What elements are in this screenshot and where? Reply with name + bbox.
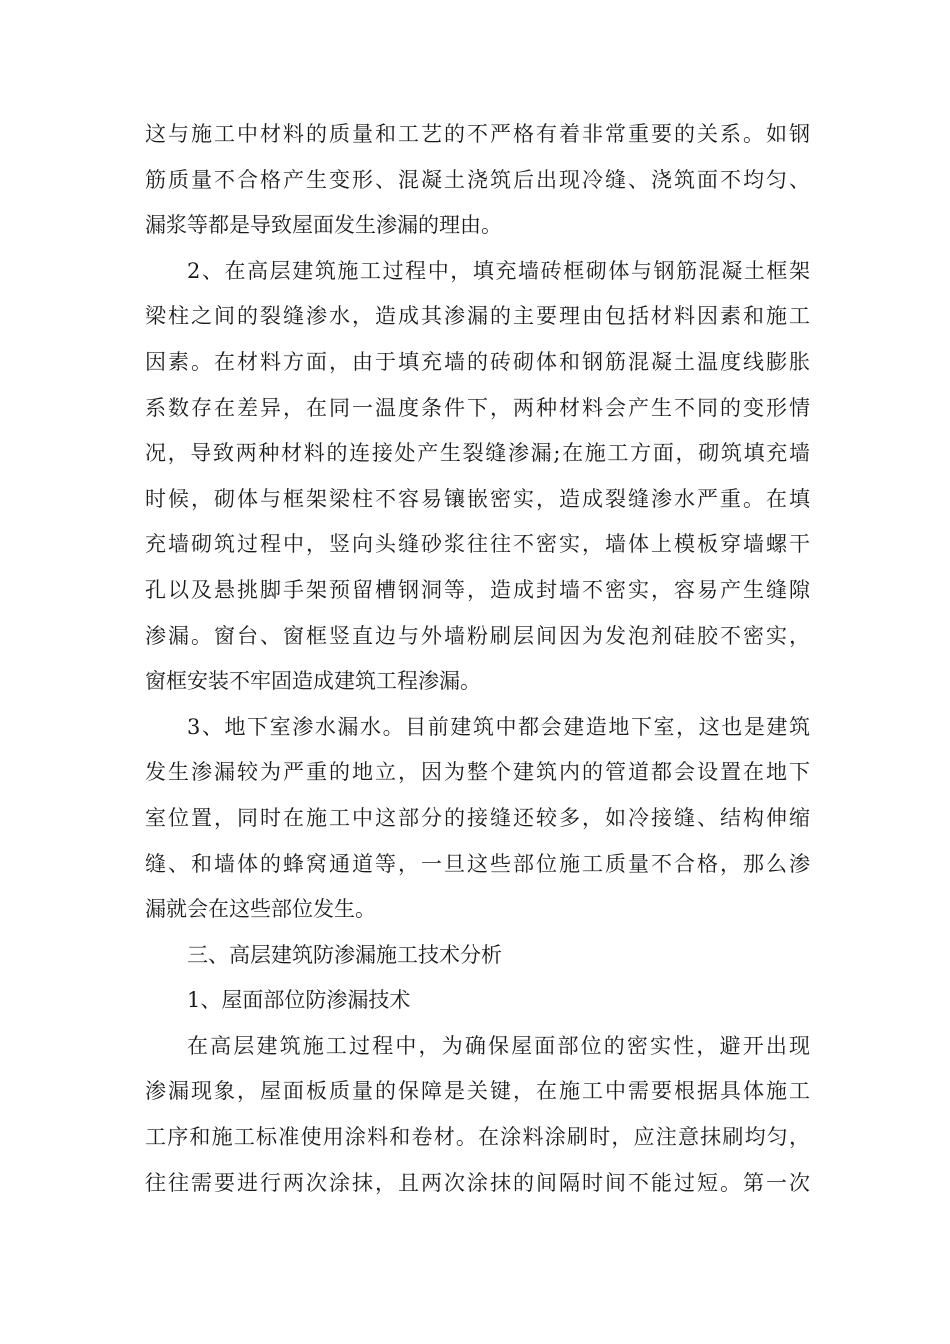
text-line: 缝、和墙体的蜂窝通道等，一旦这些部位施工质量不合格，那么渗	[145, 851, 810, 876]
text-line: 梁柱之间的裂缝渗水，造成其渗漏的主要理由包括材料因素和施工	[145, 304, 810, 329]
section-heading: 三、高层建筑防渗漏施工技术分析	[187, 942, 502, 967]
text-line: 发生渗漏较为严重的地立，因为整个建筑内的管道都会设置在地下	[145, 760, 810, 785]
text-line: 因素。在材料方面，由于填充墙的砖砌体和钢筋混凝土温度线膨胀	[145, 349, 810, 374]
text-line: 这与施工中材料的质量和工艺的不严格有着非常重要的关系。如钢	[145, 122, 810, 146]
text-line: 时候，砌体与框架梁柱不容易镶嵌密实，造成裂缝渗水严重。在填	[145, 486, 810, 511]
text-line: 系数存在差异，在同一温度条件下，两种材料会产生不同的变形情	[145, 395, 810, 420]
document-body	[145, 112, 810, 1206]
text-line: 孔以及悬挑脚手架预留槽钢洞等，造成封墙不密实，容易产生缝隙	[145, 577, 810, 602]
text-line: 室位置，同时在施工中这部分的接缝还较多，如冷接缝、结构伸缩	[145, 805, 810, 830]
text-line: 渗漏现象，屋面板质量的保障是关键，在施工中需要根据具体施工	[145, 1079, 810, 1104]
text-line: 充墙砌筑过程中，竖向头缝砂浆往往不密实，墙体上模板穿墙螺干	[145, 532, 810, 557]
text-line: 工序和施工标准使用涂料和卷材。在涂料涂刷时，应注意抹刷均匀，	[145, 1125, 810, 1150]
text-line: 3、地下室渗水漏水。目前建筑中都会建造地下室，这也是建筑	[187, 714, 810, 739]
text-line: 况，导致两种材料的连接处产生裂缝渗漏;在施工方面，砌筑填充墙	[145, 441, 810, 466]
text-line: 漏就会在这些部位发生。	[145, 897, 376, 922]
text-line: 窗框安装不牢固造成建筑工程渗漏。	[145, 669, 481, 694]
text-line: 在高层建筑施工过程中，为确保屋面部位的密实性，避开出现	[187, 1033, 810, 1058]
text-line: 漏浆等都是导致屋面发生渗漏的理由。	[145, 213, 502, 238]
text-line: 渗漏。窗台、窗框竖直边与外墙粉刷层间因为发泡剂硅胶不密实，	[145, 623, 810, 648]
subsection-heading: 1、屋面部位防渗漏技术	[187, 988, 411, 1013]
text-line: 往往需要进行两次涂抹，且两次涂抹的间隔时间不能过短。第一次	[145, 1170, 810, 1195]
text-line: 筋质量不合格产生变形、混凝土浇筑后出现冷缝、浇筑面不均匀、	[145, 167, 810, 192]
text-line: 2、在高层建筑施工过程中，填充墙砖框砌体与钢筋混凝土框架	[187, 258, 810, 283]
